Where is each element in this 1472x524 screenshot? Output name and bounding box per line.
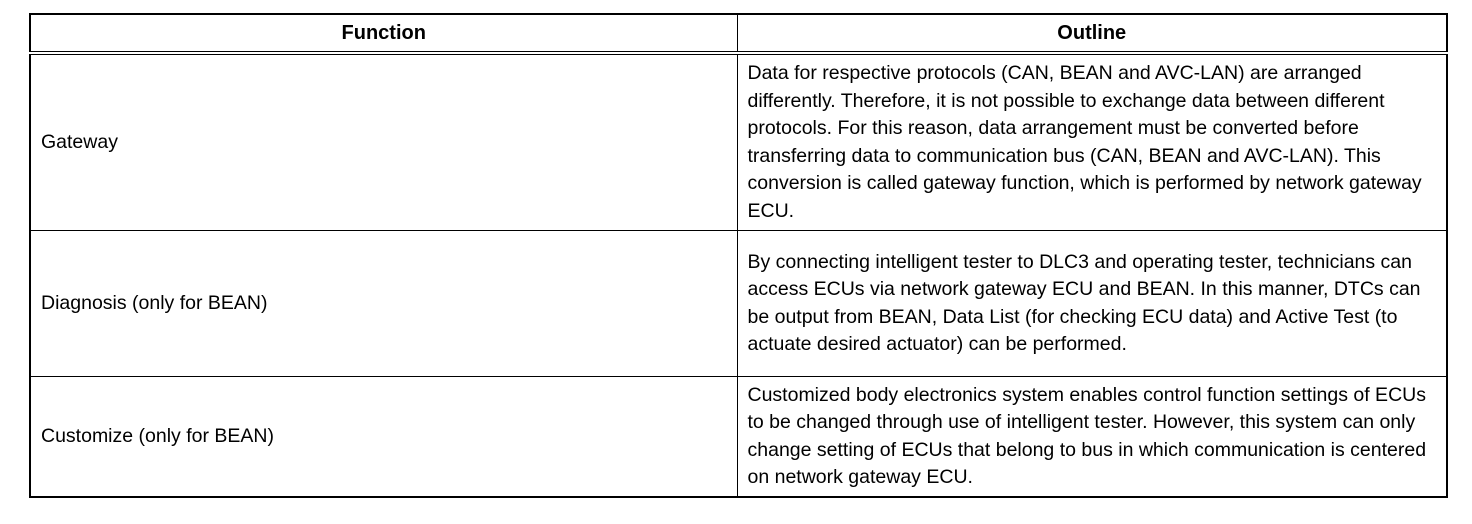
header-function: Function bbox=[30, 14, 737, 53]
header-row bbox=[30, 14, 1447, 53]
table-row bbox=[30, 53, 1447, 231]
table-body bbox=[30, 53, 1447, 497]
table-header bbox=[30, 14, 1447, 53]
function-cell: Customize (only for BEAN) bbox=[30, 377, 737, 498]
table-row bbox=[30, 231, 1447, 377]
outline-cell: By connecting intelligent tester to DLC3 and operating tester, technicians can access ECUs via network gateway ECU and BEAN. In this manner, DTCs can be output from BEAN, Data List (for checking ECU data) and Active Test (to actuate desired actuator) can be performed. bbox=[737, 231, 1447, 377]
header-outline: Outline bbox=[737, 14, 1447, 53]
outline-cell: Customized body electronics system enables control function settings of ECUs to be changed through use of intelligent tester. However, this system can only change setting of ECUs that belong to bus in which communication is centered on network gateway ECU. bbox=[737, 377, 1447, 498]
function-cell: Gateway bbox=[30, 53, 737, 231]
table-row bbox=[30, 377, 1447, 498]
outline-cell: Data for respective protocols (CAN, BEAN and AVC-LAN) are arranged differently. Therefore, it is not possible to exchange data between different protocols. For this reason, data arrangement must be converted before transferring data to communication bus (CAN, BEAN and AVC-LAN). This conversion is called gateway function, which is performed by network gateway ECU. bbox=[737, 53, 1447, 231]
function-outline-table bbox=[29, 13, 1448, 498]
function-cell: Diagnosis (only for BEAN) bbox=[30, 231, 737, 377]
